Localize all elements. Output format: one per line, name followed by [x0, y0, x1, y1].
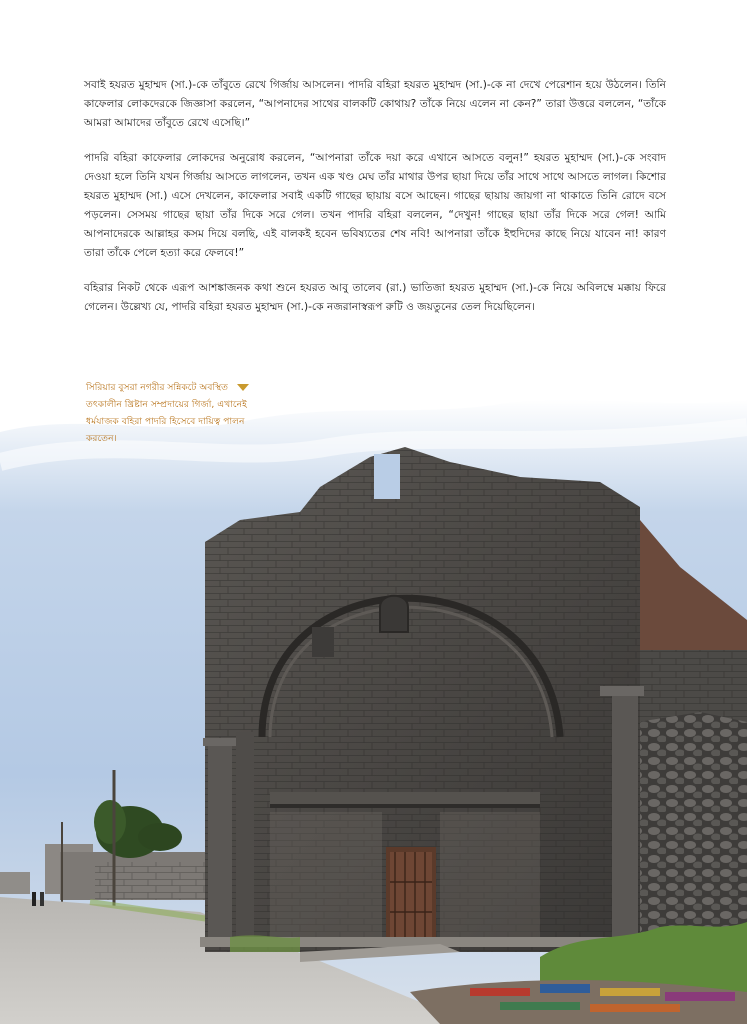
church-photo — [0, 392, 747, 1024]
caption-line-2: তৎকালীন খ্রিষ্টান সম্প্রদায়ের গির্জা, এখানেই ধর্মযাজক বহিরা পাদরি হিসেবে দায়িত্ব পালন করতেন। — [86, 399, 247, 444]
paragraph-3: বহিরার নিকট থেকে এরূপ আশঙ্কাজনক কথা শুনে হযরত আবু তালেব (রা.) ভাতিজা হযরত মুহাম্মদ (সা.)-কে নিয়ে অবিলম্বে মক্কায় ফিরে গেলেন। উল্লেখ্য যে, পাদরি বহিরা হযরত মুহাম্মদ (সা.)-কে নজরানাস্বরূপ রুটি ও জয়তুনের তেল দিয়েছিলেন। — [84, 282, 666, 313]
article-body — [84, 76, 666, 333]
church-illustration — [0, 392, 747, 1024]
photo-caption — [86, 379, 276, 447]
caption-pointer-icon — [237, 384, 249, 391]
caption-title: সিরিয়ার বুসরা নগরীর সন্নিকটে অবস্থিত — [86, 382, 229, 393]
paragraph-2: পাদরি বহিরা কাফেলার লোকদের অনুরোধ করলেন, “আপনারা তাঁকে দয়া করে এখানে আসতে বলুন!” হযরত মুহাম্মদ (সা.)-কে সংবাদ দেওয়া হলে তিনি যখন গির্জায় আসতে লাগলেন, তখন এক খণ্ড মেঘ তাঁর মাথার উপর ছায়া দিয়ে তাঁর সাথে সাথে আসতে লাগল। কিশোর হযরত মুহাম্মদ (সা.) এসে দেখলেন, কাফেলার সবাই একটি গাছের ছায়ায় বসে আছেন। গাছের ছায়ায় জায়গা না থাকাতে তিনি রোদে বসে পড়লেন। সেসময় গাছের ছায়া তাঁর দিকে সরে গেল। তখন পাদরি বহিরা বললেন, “দেখুন! গাছের ছায়া তাঁর দিকে সরে গেল! আমি আপনাদেরকে আল্লাহর কসম দিয়ে বলছি, এই বালকই হবেন ভবিষ্যতের শেষ নবি! আপনারা তাঁকে ইহুদিদের কাছে নিয়ে যাবেন না! কারণ তারা তাঁকে পেলে হত্যা করে ফেলবে!” — [84, 152, 666, 259]
caption-line-1 — [86, 379, 276, 396]
paragraph-1: সবাই হযরত মুহাম্মদ (সা.)-কে তাঁবুতে রেখে গির্জায় আসলেন। পাদরি বহিরা হযরত মুহাম্মদ (সা.)-কে না দেখে পেরেশান হয়ে উঠলেন। তিনি কাফেলার লোকদেরকে জিজ্ঞাসা করলেন, “আপনাদের সাথের বালকটি কোথায়? তাঁকে নিয়ে এলেন না কেন?” তারা উত্তরে বললেন, “তাঁকে আমরা আমাদের তাঁবুতে রেখে এসেছি।” — [84, 79, 666, 129]
